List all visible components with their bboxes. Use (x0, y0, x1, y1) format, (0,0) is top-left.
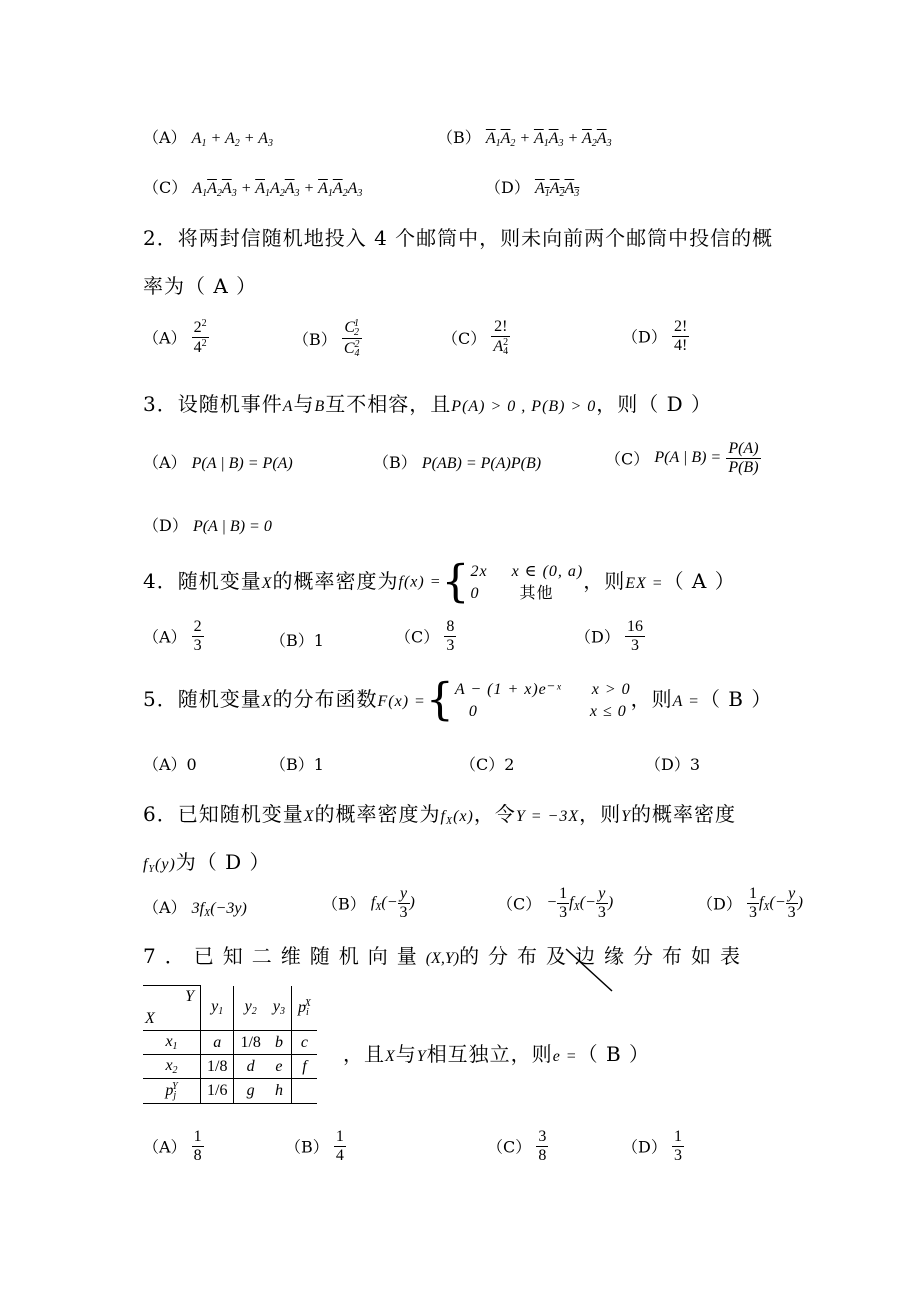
q6-option-c: （C） − $\frac{1}{3}$ $f_X(-$ $\frac{y}{3}$ ) (497, 885, 614, 921)
table-header: $y_1$ (201, 986, 234, 1031)
fraction: $\frac{1}{8}$ (193, 1128, 202, 1164)
q2-option-d: （D） $\frac{2!}{4!}$ (622, 318, 688, 354)
q3-text: 3．设随机事件A与B互不相容，且P(A) > 0 , P(B) > 0，则（ D ） (143, 392, 713, 416)
table-header: $y_3$ (267, 986, 292, 1031)
fraction: $\frac{2}{3}$ (193, 618, 202, 654)
q1-d-expr: $A_1A_2A_3$ (534, 180, 580, 199)
q5-option-a: （A）0 (143, 755, 197, 774)
q7-option-b: （B） $\frac{1}{4}$ (285, 1128, 344, 1164)
q5-option-b: （B）1 (270, 755, 324, 774)
option-label: （B） (437, 128, 481, 147)
table-header: $p_i^X$ (292, 986, 317, 1031)
q1-c-expr: $A_1\overline{A}_2\overline{A}_3 + \overline{A}_1A_2\overline{A}_3 + \overline{A}_1\overline{A}_2A_3$ (192, 180, 363, 199)
table-row: $x_1$ a 1/8 b c (143, 1031, 317, 1055)
option-label: （A） (143, 128, 187, 147)
q4-option-a: （A） $\frac{2}{3}$ (143, 618, 202, 654)
option-label: （D） (485, 178, 530, 197)
q3-option-c: （C） P(A | B) = $\frac{P(A)}{P(B)}$ (605, 440, 759, 476)
q4-option-c: （C） $\frac{8}{3}$ (395, 618, 455, 654)
fraction: $\frac{2!}{4!}$ (673, 318, 688, 354)
q1-option-d (485, 175, 579, 199)
option-label: （C） (143, 178, 188, 197)
q3-option-d: （D） P(A | B) = 0 (143, 516, 272, 535)
q7-text-line1: 7．已知二维随机向量(X,Y)的分布及边缘分布如表 (143, 944, 750, 968)
fraction: $\frac{16}{3}$ (626, 618, 643, 654)
distribution-table (143, 985, 317, 1104)
fraction: $\frac{3}{8}$ (538, 1128, 547, 1164)
q1-option-a (143, 125, 273, 149)
table-corner: Y X (143, 986, 201, 1031)
q3-option-a: （A） P(A | B) = P(A) (143, 453, 293, 472)
q4-option-d: （D） $\frac{16}{3}$ (575, 618, 643, 654)
table-row: $x_2$ 1/8 d e f (143, 1055, 317, 1079)
q5-option-d: （D）3 (645, 755, 701, 774)
fraction: $\frac{P(A)}{P(B)}$ (728, 440, 759, 476)
q7-option-a: （A） $\frac{1}{8}$ (143, 1128, 202, 1164)
table-header: $y_2$ (234, 986, 267, 1031)
q3-option-b: （B） P(AB) = P(A)P(B) (373, 453, 542, 472)
fraction: $\frac{8}{3}$ (446, 618, 455, 654)
fraction: $\frac{1}{4}$ (335, 1128, 344, 1164)
q2-option-c: （C） $\frac{2!}{A_4^2}$ (442, 318, 509, 357)
pen-strike-mark (560, 945, 620, 995)
q2-option-b: （B） $\frac{C_2^1}{C_4^2}$ (293, 318, 360, 359)
q7-option-c: （C） $\frac{3}{8}$ (487, 1128, 547, 1164)
q6-text-line1: 6．已知随机变量X的概率密度为$f_X(x)$，令Y = −3X，则Y的概率密度 (143, 802, 737, 827)
q4-option-b: （B）1 (270, 631, 324, 650)
q7-text-line2: ，且X与Y相互独立，则e =（ B ） (343, 1042, 651, 1066)
fraction: $\frac{1}{3}$ (673, 1128, 682, 1164)
q6-option-a: （A） $3f_X(-3y)$ (143, 898, 247, 919)
q2-option-a: （A） $\frac{2^2}{4^2}$ (143, 318, 207, 356)
fraction: $\frac{2!}{A_4^2}$ (493, 318, 509, 357)
q7-option-d: （D） $\frac{1}{3}$ (622, 1128, 682, 1164)
piecewise-cases: A − (1 + x)e⁻ˣ x > 0 0 x ≤ 0 (454, 680, 631, 720)
table-row: $p_j^Y$ 1/6 g h (143, 1079, 317, 1104)
q6-text-line2: $f_Y(y)$为（ D ） (143, 850, 271, 875)
q6-option-d: （D） $\frac{1}{3}$ $f_X(-$ $\frac{y}{3}$ ) (697, 885, 803, 921)
q1-b-expr: $\overline{A}_1\overline{A}_2 + \overline{A}_1\overline{A}_3 + \overline{A}_2\overline{A}_3$ (485, 130, 612, 149)
q1-option-b (437, 125, 612, 149)
q6-option-b: （B） $f_X(-$ $\frac{y}{3}$ ) (322, 885, 415, 921)
piecewise-cases: 2x x ∈ (0, a) 0 其他 (470, 562, 584, 602)
q4-text: 4．随机变量X的概率密度为f(x) ={ 2x x ∈ (0, a) 0 其他 ，则EX =（ A ） (143, 556, 736, 608)
q5-option-c: （C）2 (460, 755, 515, 774)
q5-text: 5．随机变量X的分布函数F(x) ={ A − (1 + x)e⁻ˣ x > 0 0 x ≤ 0 ，则A =（ B ） (143, 674, 773, 726)
fraction: $\frac{C_2^1}{C_4^2}$ (343, 318, 360, 359)
q1-option-c (143, 175, 362, 199)
q1-a-expr: $A_1 + A_2 + A_3$ (191, 130, 273, 149)
q2-text-line2: 率为（ A ） (143, 274, 258, 298)
fraction: $\frac{2^2}{4^2}$ (193, 318, 207, 356)
q2-text-line1: 2．将两封信随机地投入 4 个邮筒中，则未向前两个邮筒中投信的概 (143, 226, 774, 250)
